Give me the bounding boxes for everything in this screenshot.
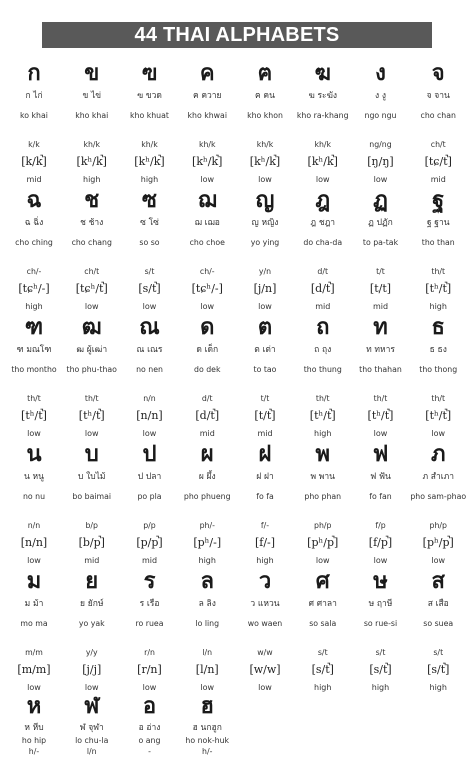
letter-ipa: [p/p̚] — [136, 536, 163, 549]
letter-word: ท ทหาร — [366, 345, 395, 355]
letter-transliteration: ng/ng — [369, 140, 392, 149]
letter-ipa: [l/n] — [195, 663, 219, 676]
letter-romanization: so rue-si — [363, 619, 398, 628]
letter-word: ฏ ปฏัก — [368, 218, 393, 228]
letter-transliteration: m/m — [25, 648, 43, 657]
letter-word: ช ช้าง — [80, 218, 104, 228]
letter-transliteration: th/t — [431, 267, 446, 276]
letter-ipa: [w/w] — [249, 663, 281, 676]
letter-word: ม ม้า — [24, 599, 44, 609]
letter-word: พ พาน — [310, 472, 335, 482]
letter-class: high — [256, 556, 274, 565]
letter-romanization: lo ling — [195, 619, 220, 628]
letter-ipa: [j/j] — [82, 663, 102, 676]
letter-word: ญ หญิง — [251, 218, 279, 228]
letter-word: ค ควาย — [192, 91, 222, 101]
letter-ipa: [tʰ/t̚] — [78, 409, 105, 422]
letter-glyph: ก — [27, 61, 41, 86]
letter-glyph: ม — [26, 569, 42, 594]
letter-word: ภ สำเภา — [422, 472, 455, 482]
letter-ipa: [d/t̚] — [310, 282, 335, 295]
letter-romanization: bo baimai — [72, 492, 112, 501]
letter-glyph: ย — [85, 569, 99, 594]
letter-word: ฬ จุฬา — [79, 723, 104, 733]
letter-word: ผ ผึ้ง — [198, 472, 216, 482]
letter-ipa: [s/t̚] — [369, 663, 392, 676]
letter-transliteration: th/t — [27, 394, 41, 403]
letter-romanization: yo yak — [78, 619, 105, 628]
letter-glyph: ท — [373, 315, 388, 340]
letter-ipa: [s/t̚] — [311, 663, 334, 676]
letter-glyph: ผ — [200, 442, 214, 467]
letter-ipa: [m/m] — [17, 663, 51, 676]
letter-word: ณ เณร — [136, 345, 163, 355]
letter-class: high — [429, 302, 447, 311]
letter-word: ว แหวน — [250, 599, 280, 609]
letter-class: low — [84, 429, 99, 438]
letter-word: ถ ถุง — [314, 345, 332, 355]
letter-word: ฮ นกฮูก — [192, 723, 222, 733]
letter-transliteration: p/p — [143, 521, 156, 530]
letter-romanization: pho phan — [304, 492, 342, 501]
letter-word: ซ โซ่ — [140, 218, 159, 228]
letter-ipa: [s/t̚] — [427, 663, 450, 676]
letter-ipa: [tʰ/t̚] — [425, 409, 452, 422]
letter-ipa: [kʰ/k̚] — [192, 155, 223, 168]
letter-ipa: [tɕʰ/-] — [191, 282, 223, 295]
letter-romanization: so suea — [423, 619, 454, 628]
letter-transliteration: s/t — [317, 648, 328, 657]
letter-romanization: kho khai — [75, 111, 109, 120]
letter-transliteration: f/p — [375, 521, 386, 530]
letter-word: น หนู — [24, 472, 44, 482]
letter-word: ศ ศาลา — [308, 599, 337, 609]
letter-transliteration: l/n — [202, 648, 213, 657]
letter-word: ข ไข่ — [82, 91, 102, 101]
letter-romanization: po pla — [137, 492, 162, 501]
letter-romanization: tho than — [421, 238, 455, 247]
letter-class: low — [315, 175, 330, 184]
letter-class: low — [258, 175, 272, 184]
letter-ipa: [tɕʰ/t̚] — [75, 282, 108, 295]
letter-glyph: ด — [200, 315, 215, 340]
letter-glyph: ป — [142, 442, 157, 467]
letter-class: low — [431, 429, 446, 438]
letter-glyph: ธ — [431, 315, 445, 340]
letter-glyph: ฐ — [432, 188, 445, 213]
letter-glyph: ฎ — [315, 188, 331, 213]
letter-transliteration: kh/k — [141, 140, 158, 149]
letter-class: high — [198, 556, 216, 565]
letter-glyph: ร — [143, 569, 156, 594]
letter-transliteration: ch/- — [26, 267, 42, 276]
letter-transliteration: th/t — [84, 394, 99, 403]
letter-word: ฌ เฌอ — [194, 218, 220, 228]
letter-transliteration: r/n — [144, 648, 155, 657]
letter-class: low — [373, 556, 388, 565]
letter-glyph: ศ — [315, 569, 330, 594]
letter-romanization: tho thung — [303, 365, 342, 374]
letter-class: low — [142, 429, 157, 438]
letter-transliteration: l/n — [86, 747, 97, 756]
letter-transliteration: w/w — [257, 648, 273, 657]
letter-word: ร เรือ — [139, 599, 160, 609]
letter-romanization: cho ching — [15, 238, 53, 247]
letter-class: mid — [199, 429, 215, 438]
letter-class: low — [142, 302, 157, 311]
letter-class: high — [83, 175, 101, 184]
letter-word: ป ปลา — [137, 472, 162, 482]
letter-ipa: [f/-] — [254, 536, 276, 549]
letter-glyph: ฏ — [373, 188, 388, 213]
letter-class: low — [315, 556, 330, 565]
letter-class: mid — [141, 556, 158, 565]
letter-glyph: ฉ — [26, 188, 42, 213]
letter-class: mid — [84, 556, 100, 565]
letter-romanization: tho phu-thao — [66, 365, 117, 374]
letter-glyph: ฮ — [200, 694, 214, 719]
letter-ipa: [pʰ/p̚] — [422, 536, 454, 549]
letter-word: ฎ ชฎา — [310, 218, 336, 228]
letter-transliteration: n/n — [143, 394, 156, 403]
letter-glyph: ฅ — [257, 61, 273, 86]
letter-ipa: [t/t] — [369, 282, 392, 295]
letter-transliteration: y/y — [85, 648, 98, 657]
letter-class: low — [27, 429, 41, 438]
letter-class: high — [314, 683, 332, 692]
letter-glyph: ค — [199, 61, 215, 86]
letter-romanization: no nen — [136, 365, 163, 374]
letter-romanization: tho montho — [11, 365, 57, 374]
letter-ipa: [tʰ/t̚] — [367, 409, 394, 422]
letter-word: ฃ ขวด — [137, 91, 162, 101]
letter-glyph: ว — [258, 569, 272, 594]
letter-transliteration: th/t — [373, 394, 388, 403]
letter-transliteration: d/t — [201, 394, 213, 403]
letter-class: low — [27, 556, 41, 565]
letter-word: ฆ ระฆัง — [308, 91, 338, 101]
letter-class: low — [84, 683, 99, 692]
letter-word: ย ยักษ์ — [80, 599, 104, 609]
letter-glyph: ฬ — [84, 694, 100, 719]
letter-transliteration: s/t — [144, 267, 155, 276]
letter-glyph: ห — [26, 694, 42, 719]
letter-word: บ ใบไม้ — [77, 472, 106, 482]
letter-ipa: [kʰ/k̚] — [307, 155, 338, 168]
letter-transliteration: kh/k — [256, 140, 274, 149]
letter-ipa: [tʰ/t̚] — [309, 409, 336, 422]
letter-romanization: kho ra-khang — [296, 111, 349, 120]
letter-transliteration: ch/- — [199, 267, 215, 276]
letter-romanization: pho sam-phao — [410, 492, 467, 501]
letter-glyph: ฒ — [81, 315, 102, 340]
letter-romanization: wo waen — [247, 619, 283, 628]
letter-glyph: ล — [200, 569, 214, 594]
letter-glyph: พ — [315, 442, 330, 467]
letter-romanization: do cha-da — [303, 238, 343, 247]
letter-word: ธ ธง — [429, 345, 447, 355]
letter-word: ก ไก่ — [25, 91, 43, 101]
letter-romanization: kho khon — [247, 111, 283, 120]
letter-class: high — [371, 683, 390, 692]
letter-class: low — [373, 429, 388, 438]
letter-glyph: ภ — [430, 442, 446, 467]
letter-glyph: ฟ — [372, 442, 389, 467]
letter-class: mid — [315, 302, 331, 311]
letter-transliteration: kh/k — [198, 140, 216, 149]
letter-ipa: [f/p̚] — [368, 536, 393, 549]
letter-word: ส เสือ — [427, 599, 449, 609]
letter-transliteration: d/t — [317, 267, 329, 276]
letter-romanization: fo fan — [369, 492, 392, 501]
letter-romanization: to tao — [253, 365, 277, 374]
letter-word: จ จาน — [426, 91, 450, 101]
letter-word: ต เต่า — [254, 345, 276, 355]
letter-ipa: [ŋ/ŋ] — [367, 155, 394, 168]
letter-class: low — [373, 175, 388, 184]
letter-class: low — [431, 556, 446, 565]
letter-romanization: mo ma — [20, 619, 48, 628]
letter-transliteration: ph/p — [314, 521, 332, 530]
letter-romanization: fo fa — [256, 492, 274, 501]
letter-word: ห หีบ — [24, 723, 44, 733]
letter-transliteration: t/t — [260, 394, 270, 403]
letter-romanization: to pa-tak — [362, 238, 399, 247]
letter-transliteration: th/t — [315, 394, 330, 403]
letter-transliteration: n/n — [27, 521, 41, 530]
letter-romanization: no nu — [22, 492, 46, 501]
letter-transliteration: ph/- — [199, 521, 215, 530]
letter-glyph: ข — [84, 61, 100, 86]
letter-romanization: kho khuat — [130, 111, 169, 120]
letter-word: ล ลิง — [198, 599, 216, 609]
letter-class: low — [200, 175, 215, 184]
letter-romanization: cho choe — [189, 238, 225, 247]
letter-class: mid — [430, 175, 446, 184]
letter-word: ฅ คน — [255, 91, 275, 101]
letter-glyph: ญ — [255, 188, 275, 213]
letter-transliteration: h/- — [28, 747, 40, 756]
letter-word: ด เด็ก — [196, 345, 219, 355]
letter-class: low — [84, 302, 99, 311]
letter-ipa: [kʰ/k̚] — [76, 155, 107, 168]
letter-transliteration: f/- — [260, 521, 270, 530]
letter-transliteration: ch/t — [430, 140, 446, 149]
letter-romanization: so so — [139, 238, 160, 247]
letter-romanization: cho chan — [420, 111, 456, 120]
letter-class: mid — [372, 302, 389, 311]
letter-ipa: [pʰ/p̚] — [307, 536, 339, 549]
letter-ipa: [kʰ/k̚] — [249, 155, 281, 168]
letter-romanization: ho hip — [21, 736, 47, 745]
letter-class: low — [200, 302, 215, 311]
letter-glyph: ง — [375, 61, 386, 86]
letter-romanization: lo chu-la — [75, 736, 109, 745]
letter-romanization: pho phueng — [183, 492, 231, 501]
letter-word: ฉ ฉิ่ง — [24, 218, 44, 228]
letter-romanization: do dek — [194, 365, 221, 374]
letter-ipa: [n/n] — [20, 536, 48, 549]
letter-glyph: ฝ — [258, 442, 272, 467]
letter-word: ฝ ฝา — [256, 472, 274, 482]
letter-word: ฟ ฟัน — [370, 472, 391, 482]
letter-transliteration: kh/k — [83, 140, 101, 149]
letter-transliteration: h/- — [202, 747, 213, 756]
letter-glyph: น — [26, 442, 42, 467]
letter-romanization: kho khwai — [187, 111, 227, 120]
letter-word: ฒ ผู้เฒ่า — [76, 345, 108, 355]
letter-ipa: [tɕʰ/-] — [18, 282, 50, 295]
letter-romanization: yo ying — [250, 238, 280, 247]
letter-transliteration: kh/k — [314, 140, 332, 149]
letter-transliteration: th/t — [431, 394, 446, 403]
letter-ipa: [tɕ/t̚] — [424, 155, 452, 168]
letter-romanization: so sala — [309, 619, 337, 628]
letter-word: อ อ่าง — [138, 723, 161, 733]
letter-ipa: [pʰ/-] — [193, 536, 222, 549]
letter-transliteration: b/p — [85, 521, 99, 530]
letter-ipa: [n/n] — [136, 409, 163, 422]
letter-class: high — [314, 429, 332, 438]
letter-class: low — [258, 302, 272, 311]
letter-ipa: [d/t̚] — [195, 409, 220, 422]
letter-word: ษ ฤาษี — [368, 599, 393, 609]
letter-glyph: จ — [431, 61, 445, 86]
letter-glyph: ช — [84, 188, 100, 213]
letter-glyph: ณ — [139, 315, 160, 340]
letter-ipa: [k/k̚] — [21, 155, 47, 168]
letter-glyph: ฃ — [141, 61, 158, 86]
letter-ipa: [tʰ/t̚] — [21, 409, 47, 422]
letter-ipa: [r/n] — [137, 663, 162, 676]
letter-word: ฐ ฐาน — [426, 218, 450, 228]
letter-transliteration: ph/p — [429, 521, 447, 530]
letter-class: mid — [257, 429, 273, 438]
letter-transliteration: k/k — [28, 140, 40, 149]
letter-transliteration: ch/t — [84, 267, 100, 276]
letter-class: high — [429, 683, 447, 692]
letter-ipa: [kʰ/k̚] — [134, 155, 165, 168]
letter-glyph: ซ — [142, 188, 157, 213]
letter-romanization: tho thong — [419, 365, 458, 374]
letter-glyph: บ — [84, 442, 99, 467]
letter-glyph: ฌ — [197, 188, 217, 213]
letter-class: low — [142, 683, 157, 692]
letter-class: low — [200, 683, 215, 692]
letter-ipa: [t/t̚] — [254, 409, 276, 422]
letter-romanization: ngo ngu — [364, 111, 397, 120]
page-title: 44 THAI ALPHABETS — [42, 22, 432, 48]
letter-class: low — [27, 683, 41, 692]
letter-romanization: tho thahan — [359, 365, 402, 374]
letter-romanization: ro ruea — [135, 619, 164, 628]
letter-glyph: ถ — [316, 315, 330, 340]
letter-romanization: ko khai — [20, 111, 48, 120]
letter-glyph: ษ — [373, 569, 388, 594]
letter-class: high — [140, 175, 159, 184]
letter-transliteration: s/t — [375, 648, 386, 657]
letter-glyph: ต — [257, 315, 273, 340]
letter-ipa: [s/t̚] — [138, 282, 161, 295]
letter-transliteration: s/t — [433, 648, 444, 657]
letter-ipa: [tʰ/t̚] — [425, 282, 452, 295]
letter-word: ฑ มณโฑ — [16, 345, 52, 355]
letter-class: mid — [26, 175, 42, 184]
letter-ipa: [j/n] — [253, 282, 277, 295]
letter-transliteration: t/t — [376, 267, 385, 276]
letter-class: high — [25, 302, 43, 311]
letter-romanization: ho nok-huk — [185, 736, 230, 745]
letter-romanization: cho chang — [71, 238, 112, 247]
letter-glyph: อ — [142, 694, 157, 719]
letter-transliteration: y/n — [258, 267, 272, 276]
letter-ipa: [b/p̚] — [78, 536, 105, 549]
letter-romanization: o ang — [138, 736, 161, 745]
letter-glyph: ฆ — [314, 61, 331, 86]
letter-class: low — [258, 683, 272, 692]
letter-glyph: ส — [431, 569, 445, 594]
letter-glyph: ฑ — [24, 315, 44, 340]
letter-word: ง งู — [374, 91, 386, 101]
letter-transliteration: - — [148, 747, 151, 756]
